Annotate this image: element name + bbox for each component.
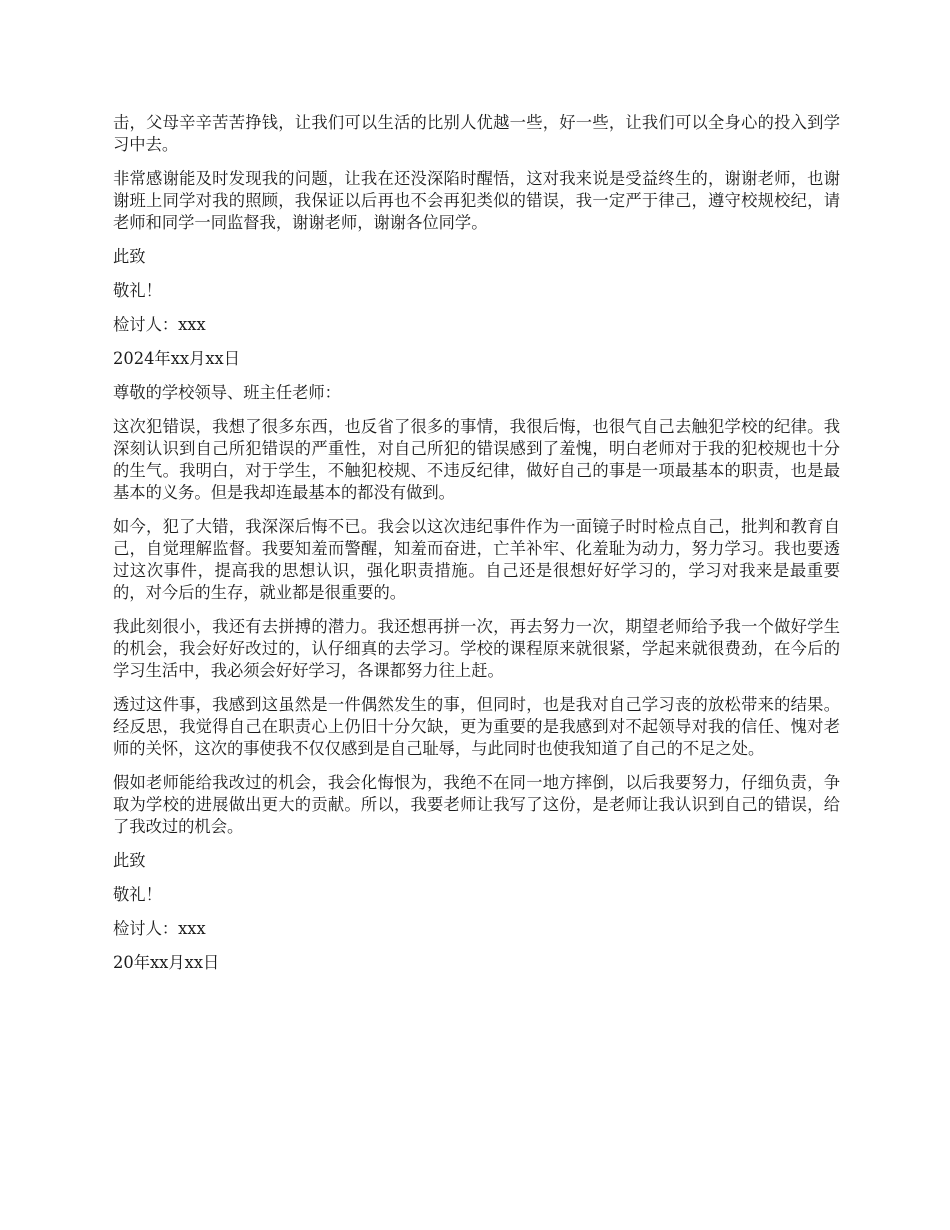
letter2-salute: 敬礼！ xyxy=(113,885,162,904)
letter2-date: 20年xx月xx日 xyxy=(113,953,220,972)
letter2-paragraph-5: 假如老师能给我改过的机会，我会化悔恨为，我绝不在同一地方摔倒，以后我要努力，仔细负责，争取为学校的进展做出更大的贡献。所以，我要老师让我写了这份，是老师让我认识到自己的错误，给了我改过的机会。 xyxy=(113,773,840,836)
letter2-paragraph-3: 我此刻很小，我还有去拼搏的潜力。我还想再拼一次，再去努力一次，期望老师给予我一个做好学生的机会，我会好好改过的，认仔细真的去学习。学校的课程原来就很紧，学起来就很费劲，在今后的学习生活中，我必须会好好学习，各课都努力往上赶。 xyxy=(113,617,840,680)
letter2-paragraph-2: 如今，犯了大错，我深深后悔不已。我会以这次违纪事件作为一面镜子时时检点自己，批判和教育自己，自觉理解监督。我要知羞而警醒，知羞而奋进，亡羊补牢、化羞耻为动力，努力学习。我也要透过这次事件，提高我的思想认识，强化职责措施。自己还是很想好好学习的，学习对我来是最重要的，对今后的生存，就业都是很重要的。 xyxy=(113,517,840,602)
letter1-signature: 检讨人：xxx xyxy=(113,315,206,334)
letter2-paragraph-4: 透过这件事，我感到这虽然是一件偶然发生的事，但同时，也是我对自己学习丧的放松带来的结果。经反思，我觉得自己在职责心上仍旧十分欠缺，更为重要的是我感到对不起领导对我的信任、愧对老师的关怀，这次的事使我不仅仅感到是自己耻辱，与此同时也使我知道了自己的不足之处。 xyxy=(113,695,840,758)
letter2-closing: 此致 xyxy=(113,851,146,870)
letter1-salute: 敬礼！ xyxy=(113,281,162,300)
letter2-paragraph-1: 这次犯错误，我想了很多东西，也反省了很多的事情，我很后悔，也很气自己去触犯学校的纪律。我深刻认识到自己所犯错误的严重性，对自己所犯的错误感到了羞愧，明白老师对于我的犯校规也十分的生气。我明白，对于学生，不触犯校规、不违反纪律，做好自己的事是一项最基本的职责，也是最基本的义务。但是我却连最基本的都没有做到。 xyxy=(113,417,840,502)
document-page xyxy=(113,112,840,986)
letter1-paragraph-1: 击，父母辛辛苦苦挣钱，让我们可以生活的比别人优越一些，好一些，让我们可以全身心的投入到学习中去。 xyxy=(113,113,840,154)
letter1-paragraph-2: 非常感谢能及时发现我的问题，让我在还没深陷时醒悟，这对我来说是受益终生的，谢谢老师，也谢谢班上同学对我的照顾，我保证以后再也不会再犯类似的错误，我一定严于律己，遵守校规校纪，请老师和同学一同监督我，谢谢老师，谢谢各位同学。 xyxy=(113,169,840,232)
letter1-date: 2024年xx月xx日 xyxy=(113,349,241,368)
letter2-signature: 检讨人：xxx xyxy=(113,919,206,938)
letter2-greeting: 尊敬的学校领导、班主任老师： xyxy=(113,383,341,402)
letter1-closing: 此致 xyxy=(113,247,146,266)
